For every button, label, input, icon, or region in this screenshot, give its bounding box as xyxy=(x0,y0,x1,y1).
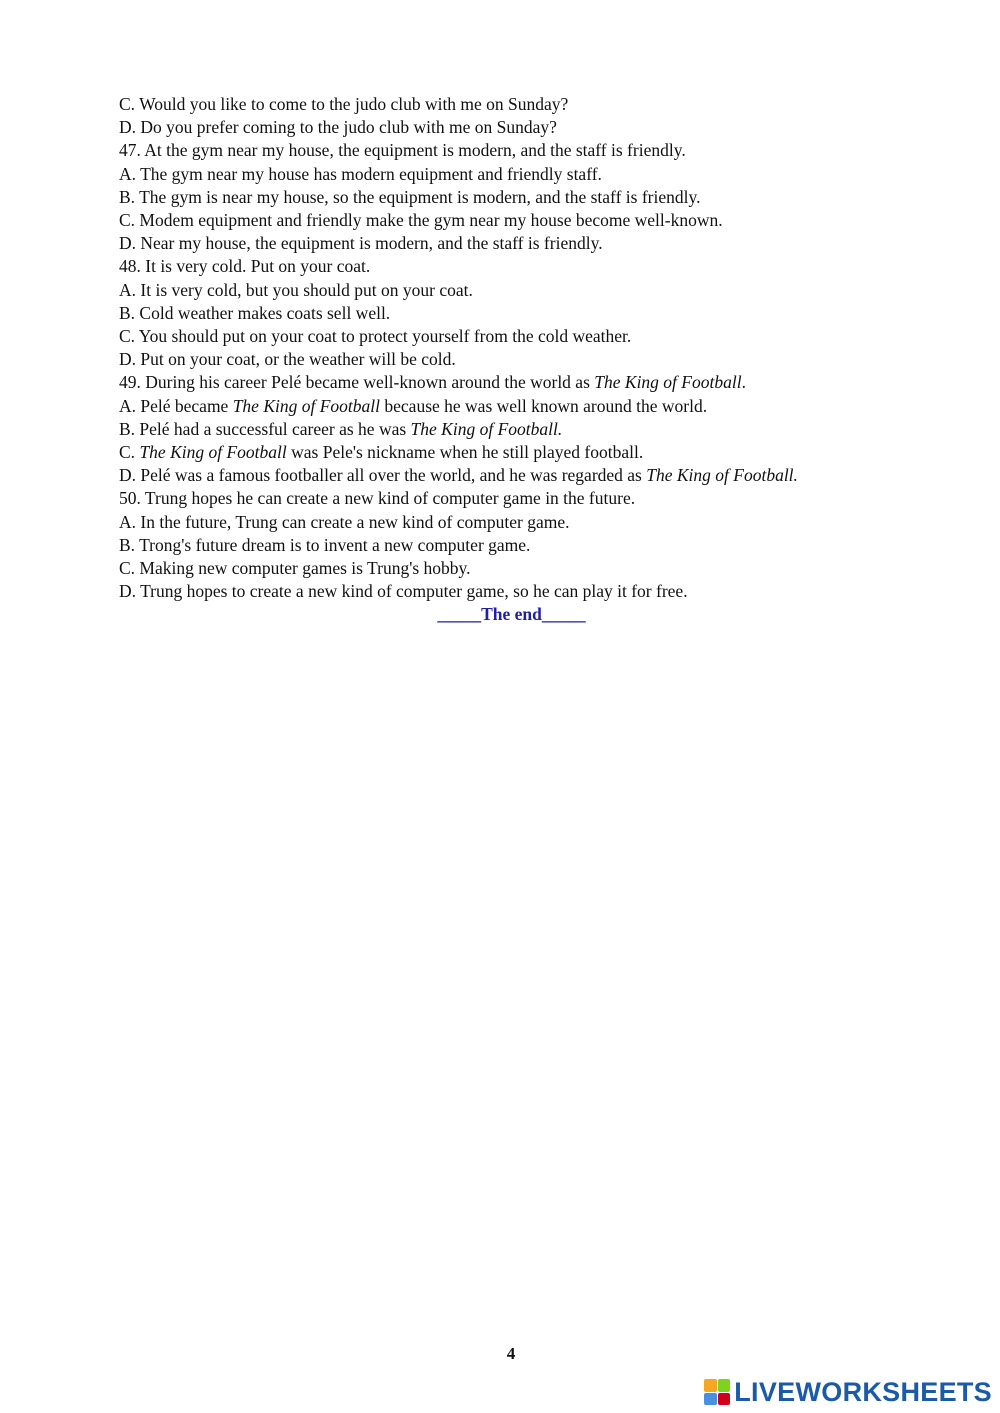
text-line xyxy=(119,487,919,510)
text-line xyxy=(119,325,919,348)
line-text: B. Trong's future dream is to invent a new computer game. xyxy=(119,534,531,555)
italic-title: The King of Football xyxy=(232,395,381,416)
italic-title: The King of Football xyxy=(594,372,742,393)
text-line xyxy=(119,395,919,418)
italic-title: The King of Football. xyxy=(646,465,798,486)
logo-square xyxy=(718,1393,731,1406)
line-text: 49. During his career Pelé became well-known around the world as xyxy=(119,372,595,393)
line-text: was Pele's nickname when he still played football. xyxy=(286,442,644,463)
text-line xyxy=(119,534,919,557)
text-line xyxy=(119,255,919,278)
text-line xyxy=(119,371,919,394)
line-text: A. The gym near my house has modern equipment and friendly staff. xyxy=(119,163,602,184)
line-text: C. Modem equipment and friendly make the gym near my house become well-known. xyxy=(119,210,723,231)
text-line xyxy=(119,441,919,464)
text-line xyxy=(119,348,919,371)
line-text: because he was well known around the world. xyxy=(380,395,708,416)
line-text: 48. It is very cold. Put on your coat. xyxy=(119,256,371,277)
text-line xyxy=(119,464,919,487)
line-text: D. Pelé was a famous footballer all over the world, and he was regarded as xyxy=(119,465,647,486)
liveworksheets-watermark xyxy=(704,1377,992,1407)
line-text: C. You should put on your coat to protect yourself from the cold weather. xyxy=(119,326,632,347)
line-text: C. Would you like to come to the judo club with me on Sunday? xyxy=(119,94,569,114)
text-line xyxy=(119,116,919,139)
the-end-marker: _____The end_____ xyxy=(437,604,586,625)
logo-square xyxy=(718,1379,731,1392)
italic-title: The King of Football. xyxy=(410,418,563,439)
line-text: B. Cold weather makes coats sell well. xyxy=(119,302,391,323)
text-line xyxy=(119,209,919,232)
line-text: 50. Trung hopes he can create a new kind of computer game in the future. xyxy=(119,488,636,509)
line-text: D. Near my house, the equipment is modern, and the staff is friendly. xyxy=(119,233,603,254)
italic-title: The King of Football xyxy=(139,442,287,463)
question-list xyxy=(119,93,919,603)
line-text: B. The gym is near my house, so the equipment is modern, and the staff is friendly. xyxy=(119,186,701,207)
line-text: . xyxy=(741,372,746,393)
text-line xyxy=(119,418,919,441)
line-text: C. Making new computer games is Trung's hobby. xyxy=(119,558,471,579)
line-text: D. Trung hopes to create a new kind of computer game, so he can play it for free. xyxy=(119,581,688,602)
text-line xyxy=(119,232,919,255)
text-line xyxy=(119,302,919,325)
line-text: A. It is very cold, but you should put on your coat. xyxy=(119,279,473,300)
page-number: 4 xyxy=(506,1344,516,1363)
logo-square xyxy=(704,1393,717,1406)
line-text: A. In the future, Trung can create a new kind of computer game. xyxy=(119,511,570,532)
watermark-text: LIVEWORKSHEETS xyxy=(734,1376,992,1407)
text-line xyxy=(119,93,919,116)
line-text: 47. At the gym near my house, the equipment is modern, and the staff is friendly. xyxy=(119,140,686,161)
text-line xyxy=(119,139,919,162)
liveworksheets-logo-icon xyxy=(704,1379,730,1405)
line-text: C. xyxy=(119,442,140,463)
line-text: D. Put on your coat, or the weather will be cold. xyxy=(119,349,456,370)
text-line xyxy=(119,511,919,534)
line-text: A. Pelé became xyxy=(119,395,233,416)
worksheet-page xyxy=(119,93,919,627)
text-line xyxy=(119,580,919,603)
text-line xyxy=(119,279,919,302)
text-line xyxy=(119,186,919,209)
line-text: B. Pelé had a successful career as he was xyxy=(119,418,411,439)
line-text: D. Do you prefer coming to the judo club with me on Sunday? xyxy=(119,117,557,138)
text-line xyxy=(119,557,919,580)
text-line xyxy=(119,163,919,186)
logo-square xyxy=(704,1379,717,1392)
